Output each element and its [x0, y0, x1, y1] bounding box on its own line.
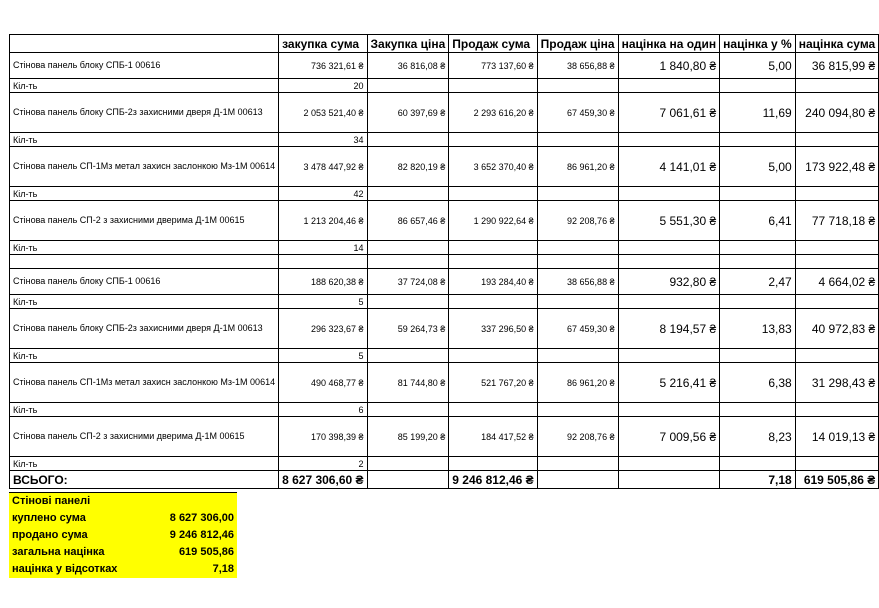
qty-value: 5 [279, 295, 367, 309]
qty-row [10, 241, 879, 255]
pricing-table [9, 34, 879, 489]
prodazh-suma-cell: 521 767,20 ₴ [449, 363, 537, 403]
totals-row [10, 471, 879, 489]
qty-value: 42 [279, 187, 367, 201]
empty-cell [537, 79, 618, 93]
qty-label: Кіл-ть [10, 187, 279, 201]
empty-cell [795, 187, 878, 201]
empty-cell [618, 295, 720, 309]
qty-row [10, 403, 879, 417]
item-name: Стінова панель блоку СПБ-1 00616 [10, 269, 279, 295]
prodazh-suma-cell: 773 137,60 ₴ [449, 53, 537, 79]
empty-cell [795, 403, 878, 417]
summary-value: 9 246 812,46 [169, 529, 234, 541]
nacinka-suma-cell: 40 972,83 ₴ [795, 309, 878, 349]
nacinka-suma-cell: 36 815,99 ₴ [795, 53, 878, 79]
qty-value: 6 [279, 403, 367, 417]
item-row [10, 309, 879, 349]
empty-cell [367, 187, 449, 201]
nacinka-pct-cell: 5,00 [720, 147, 796, 187]
qty-value: 34 [279, 133, 367, 147]
header-nacinka-suma: націнка сума [795, 35, 878, 53]
empty-cell [367, 133, 449, 147]
empty-cell [720, 403, 796, 417]
qty-row [10, 187, 879, 201]
empty-cell [720, 79, 796, 93]
zakupka-cina-cell: 60 397,69 ₴ [367, 93, 449, 133]
qty-row [10, 457, 879, 471]
summary-title-text: Стінові панелі [12, 495, 91, 507]
qty-value: 20 [279, 79, 367, 93]
item-name: Стінова панель блоку СПБ-2з захисними дверя Д-1М 00613 [10, 309, 279, 349]
item-row [10, 147, 879, 187]
summary-value: 7,18 [212, 563, 234, 575]
prodazh-suma-cell: 184 417,52 ₴ [449, 417, 537, 457]
nacinka-one-cell: 7 061,61 ₴ [618, 93, 720, 133]
qty-row [10, 295, 879, 309]
zakupka-cina-cell: 59 264,73 ₴ [367, 309, 449, 349]
nacinka-pct-cell: 11,69 [720, 93, 796, 133]
qty-row [10, 79, 879, 93]
qty-label: Кіл-ть [10, 295, 279, 309]
empty-cell [795, 133, 878, 147]
nacinka-pct-cell: 5,00 [720, 53, 796, 79]
qty-label: Кіл-ть [10, 79, 279, 93]
item-row [10, 363, 879, 403]
item-row [10, 93, 879, 133]
empty-cell [367, 255, 449, 269]
prodazh-suma-cell: 3 652 370,40 ₴ [449, 147, 537, 187]
item-name: Стінова панель СП-1Мз метал захисн заслонкою Мз-1М 00614 [10, 147, 279, 187]
empty-cell [795, 79, 878, 93]
empty-cell [537, 255, 618, 269]
prodazh-cina-cell: 67 459,30 ₴ [537, 309, 618, 349]
summary-label: націнка у відсотках [12, 563, 118, 575]
prodazh-cina-cell: 92 208,76 ₴ [537, 417, 618, 457]
totals-zakupka-suma: 8 627 306,60 ₴ [279, 471, 367, 489]
empty-cell [795, 241, 878, 255]
prodazh-cina-cell: 67 459,30 ₴ [537, 93, 618, 133]
nacinka-pct-cell: 6,38 [720, 363, 796, 403]
header-nacinka-pct: націнка у % [720, 35, 796, 53]
prodazh-cina-cell: 92 208,76 ₴ [537, 201, 618, 241]
nacinka-one-cell: 4 141,01 ₴ [618, 147, 720, 187]
item-name: Стінова панель СП-1Мз метал захисн заслонкою Мз-1М 00614 [10, 363, 279, 403]
empty-cell [279, 255, 367, 269]
empty-cell [795, 295, 878, 309]
empty-cell [367, 403, 449, 417]
empty-cell [367, 349, 449, 363]
summary-value: 8 627 306,00 [169, 512, 234, 524]
item-name: Стінова панель блоку СПБ-1 00616 [10, 53, 279, 79]
spacer-row [10, 255, 879, 269]
nacinka-one-cell: 8 194,57 ₴ [618, 309, 720, 349]
nacinka-suma-cell: 77 718,18 ₴ [795, 201, 878, 241]
empty-cell [720, 457, 796, 471]
totals-prodazh-suma: 9 246 812,46 ₴ [449, 471, 537, 489]
empty-cell [367, 295, 449, 309]
prodazh-suma-cell: 193 284,40 ₴ [449, 269, 537, 295]
totals-nacinka-suma: 619 505,86 ₴ [795, 471, 878, 489]
empty-cell [720, 255, 796, 269]
nacinka-one-cell: 932,80 ₴ [618, 269, 720, 295]
item-name: Стінова панель блоку СПБ-2з захисними дверя Д-1М 00613 [10, 93, 279, 133]
nacinka-one-cell: 7 009,56 ₴ [618, 417, 720, 457]
prodazh-cina-cell: 38 656,88 ₴ [537, 53, 618, 79]
prodazh-suma-cell: 1 290 922,64 ₴ [449, 201, 537, 241]
empty-cell [449, 241, 537, 255]
nacinka-one-cell: 1 840,80 ₴ [618, 53, 720, 79]
summary-label: куплено сума [12, 512, 86, 524]
qty-label: Кіл-ть [10, 403, 279, 417]
empty-cell [618, 79, 720, 93]
empty-cell [618, 133, 720, 147]
empty-cell [367, 79, 449, 93]
totals-empty [367, 471, 449, 489]
summary-row [9, 510, 237, 527]
totals-empty [537, 471, 618, 489]
zakupka-suma-cell: 296 323,67 ₴ [279, 309, 367, 349]
empty-cell [449, 457, 537, 471]
empty-cell [537, 403, 618, 417]
item-name: Стінова панель СП-2 з захисними дверима Д-1М 00615 [10, 417, 279, 457]
empty-cell [720, 349, 796, 363]
header-zakupka-suma: закупка сума [279, 35, 367, 53]
totals-label: ВСЬОГО: [10, 471, 279, 489]
nacinka-suma-cell: 173 922,48 ₴ [795, 147, 878, 187]
header-prodazh-suma: Продаж сума [449, 35, 537, 53]
empty-cell [449, 403, 537, 417]
summary-title [9, 493, 237, 510]
nacinka-pct-cell: 13,83 [720, 309, 796, 349]
summary-row [9, 527, 237, 544]
nacinka-one-cell: 5 551,30 ₴ [618, 201, 720, 241]
qty-label: Кіл-ть [10, 133, 279, 147]
prodazh-cina-cell: 38 656,88 ₴ [537, 269, 618, 295]
nacinka-one-cell: 5 216,41 ₴ [618, 363, 720, 403]
prodazh-suma-cell: 2 293 616,20 ₴ [449, 93, 537, 133]
empty-cell [618, 187, 720, 201]
empty-cell [449, 79, 537, 93]
empty-cell [537, 133, 618, 147]
summary-row [9, 561, 237, 578]
empty-cell [618, 403, 720, 417]
prodazh-cina-cell: 86 961,20 ₴ [537, 147, 618, 187]
qty-row [10, 349, 879, 363]
header-nacinka-one: націнка на один [618, 35, 720, 53]
header-prodazh-cina: Продаж ціна [537, 35, 618, 53]
empty-cell [537, 349, 618, 363]
zakupka-suma-cell: 188 620,38 ₴ [279, 269, 367, 295]
prodazh-cina-cell: 86 961,20 ₴ [537, 363, 618, 403]
header-row [10, 35, 879, 53]
empty-cell [618, 457, 720, 471]
empty-cell [449, 187, 537, 201]
zakupka-cina-cell: 86 657,46 ₴ [367, 201, 449, 241]
header-zakupka-cina: Закупка ціна [367, 35, 449, 53]
empty-cell [720, 133, 796, 147]
zakupka-cina-cell: 81 744,80 ₴ [367, 363, 449, 403]
item-row [10, 201, 879, 241]
empty-cell [537, 295, 618, 309]
zakupka-suma-cell: 736 321,61 ₴ [279, 53, 367, 79]
header-cell [10, 35, 279, 53]
zakupka-cina-cell: 85 199,20 ₴ [367, 417, 449, 457]
empty-cell [720, 241, 796, 255]
item-name: Стінова панель СП-2 з захисними дверима Д-1М 00615 [10, 201, 279, 241]
nacinka-suma-cell: 4 664,02 ₴ [795, 269, 878, 295]
empty-cell [720, 187, 796, 201]
empty-cell [537, 241, 618, 255]
qty-label: Кіл-ть [10, 457, 279, 471]
qty-label: Кіл-ть [10, 349, 279, 363]
empty-cell [449, 349, 537, 363]
summary-label: продано сума [12, 529, 88, 541]
empty-cell [537, 187, 618, 201]
zakupka-suma-cell: 490 468,77 ₴ [279, 363, 367, 403]
prodazh-suma-cell: 337 296,50 ₴ [449, 309, 537, 349]
nacinka-suma-cell: 14 019,13 ₴ [795, 417, 878, 457]
zakupka-cina-cell: 37 724,08 ₴ [367, 269, 449, 295]
zakupka-suma-cell: 3 478 447,92 ₴ [279, 147, 367, 187]
zakupka-cina-cell: 82 820,19 ₴ [367, 147, 449, 187]
empty-cell [795, 457, 878, 471]
zakupka-suma-cell: 2 053 521,40 ₴ [279, 93, 367, 133]
zakupka-cina-cell: 36 816,08 ₴ [367, 53, 449, 79]
empty-cell [618, 241, 720, 255]
empty-cell [10, 255, 279, 269]
zakupka-suma-cell: 170 398,39 ₴ [279, 417, 367, 457]
qty-value: 2 [279, 457, 367, 471]
item-row [10, 417, 879, 457]
nacinka-pct-cell: 2,47 [720, 269, 796, 295]
empty-cell [367, 457, 449, 471]
summary-row [9, 544, 237, 561]
item-row [10, 269, 879, 295]
empty-cell [449, 295, 537, 309]
totals-nacinka-pct: 7,18 [720, 471, 796, 489]
empty-cell [449, 255, 537, 269]
summary-block [9, 492, 237, 578]
empty-cell [618, 349, 720, 363]
empty-cell [795, 349, 878, 363]
qty-value: 5 [279, 349, 367, 363]
nacinka-suma-cell: 240 094,80 ₴ [795, 93, 878, 133]
qty-row [10, 133, 879, 147]
item-row [10, 53, 879, 79]
nacinka-suma-cell: 31 298,43 ₴ [795, 363, 878, 403]
totals-empty [618, 471, 720, 489]
zakupka-suma-cell: 1 213 204,46 ₴ [279, 201, 367, 241]
qty-label: Кіл-ть [10, 241, 279, 255]
summary-label: загальна націнка [12, 546, 105, 558]
empty-cell [449, 133, 537, 147]
empty-cell [618, 255, 720, 269]
summary-value: 619 505,86 [178, 546, 234, 558]
qty-value: 14 [279, 241, 367, 255]
empty-cell [720, 295, 796, 309]
empty-cell [795, 255, 878, 269]
empty-cell [367, 241, 449, 255]
empty-cell [537, 457, 618, 471]
nacinka-pct-cell: 8,23 [720, 417, 796, 457]
nacinka-pct-cell: 6,41 [720, 201, 796, 241]
